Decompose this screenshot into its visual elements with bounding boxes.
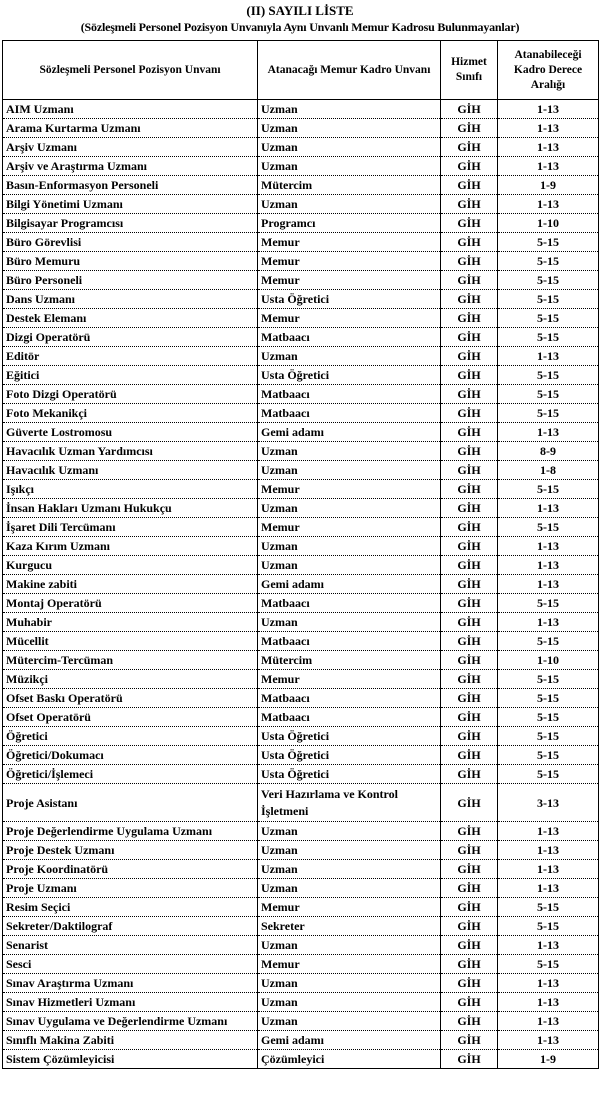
position-title-cell: Bilgisayar Programcısı [3, 214, 258, 233]
table-row [3, 765, 599, 784]
degree-range-cell: 5-15 [498, 480, 599, 499]
table-body [3, 100, 599, 1069]
staff-title-cell: Matbaacı [258, 594, 441, 613]
table-row [3, 1012, 599, 1031]
staff-title-cell: Matbaacı [258, 328, 441, 347]
degree-range-cell: 5-15 [498, 632, 599, 651]
table-row [3, 1031, 599, 1050]
service-class-cell: GİH [441, 537, 498, 556]
degree-range-cell: 1-13 [498, 347, 599, 366]
position-title-cell: Proje Koordinatörü [3, 860, 258, 879]
staff-title-cell: Gemi adamı [258, 1031, 441, 1050]
staff-title-cell: Memur [258, 670, 441, 689]
staff-title-cell: Memur [258, 233, 441, 252]
service-class-cell: GİH [441, 670, 498, 689]
degree-range-cell: 5-15 [498, 366, 599, 385]
table-row [3, 993, 599, 1012]
position-title-cell: Kaza Kırım Uzmanı [3, 537, 258, 556]
staff-title-cell: Uzman [258, 879, 441, 898]
service-class-cell: GİH [441, 727, 498, 746]
staff-title-cell: Uzman [258, 537, 441, 556]
degree-range-cell: 1-13 [498, 936, 599, 955]
degree-range-cell: 5-15 [498, 290, 599, 309]
degree-range-cell: 5-15 [498, 328, 599, 347]
table-row [3, 708, 599, 727]
staff-title-cell: Uzman [258, 195, 441, 214]
staff-title-cell: Uzman [258, 461, 441, 480]
position-title-cell: Destek Elemanı [3, 309, 258, 328]
degree-range-cell: 1-13 [498, 822, 599, 841]
staff-title-cell: Memur [258, 271, 441, 290]
staff-title-cell: Uzman [258, 157, 441, 176]
header-row [3, 41, 599, 100]
service-class-cell: GİH [441, 233, 498, 252]
service-class-cell: GİH [441, 955, 498, 974]
staff-title-cell: Mütercim [258, 651, 441, 670]
service-class-cell: GİH [441, 385, 498, 404]
service-class-cell: GİH [441, 860, 498, 879]
degree-range-cell: 3-13 [498, 784, 599, 822]
table-row [3, 214, 599, 233]
degree-range-cell: 1-9 [498, 176, 599, 195]
service-class-cell: GİH [441, 689, 498, 708]
staff-title-cell: Uzman [258, 860, 441, 879]
service-class-cell: GİH [441, 556, 498, 575]
position-title-cell: Arama Kurtarma Uzmanı [3, 119, 258, 138]
service-class-cell: GİH [441, 195, 498, 214]
header-degree-range: Atanabileceği Kadro Derece Aralığı [498, 41, 599, 100]
position-title-cell: Eğitici [3, 366, 258, 385]
degree-range-cell: 1-13 [498, 195, 599, 214]
service-class-cell: GİH [441, 309, 498, 328]
position-title-cell: Sınav Uygulama ve Değerlendirme Uzmanı [3, 1012, 258, 1031]
position-title-cell: Sınav Araştırma Uzmanı [3, 974, 258, 993]
staff-title-cell: Memur [258, 309, 441, 328]
staff-title-cell: Usta Öğretici [258, 727, 441, 746]
table-row [3, 309, 599, 328]
table-row [3, 594, 599, 613]
list-title: (II) SAYILI LİSTE [246, 3, 354, 18]
position-title-cell: Sekreter/Daktilograf [3, 917, 258, 936]
table-row [3, 746, 599, 765]
table-row [3, 366, 599, 385]
position-title-cell: Sesci [3, 955, 258, 974]
degree-range-cell: 5-15 [498, 233, 599, 252]
table-row [3, 898, 599, 917]
service-class-cell: GİH [441, 214, 498, 233]
degree-range-cell: 5-15 [498, 917, 599, 936]
header-service-class: Hizmet Sınıfı [441, 41, 498, 100]
table-row [3, 252, 599, 271]
position-title-cell: Proje Değerlendirme Uygulama Uzmanı [3, 822, 258, 841]
service-class-cell: GİH [441, 138, 498, 157]
service-class-cell: GİH [441, 765, 498, 784]
staff-title-cell: Matbaacı [258, 708, 441, 727]
degree-range-cell: 1-13 [498, 1012, 599, 1031]
position-title-cell: Öğretici/İşlemeci [3, 765, 258, 784]
degree-range-cell: 1-13 [498, 157, 599, 176]
degree-range-cell: 5-15 [498, 670, 599, 689]
position-title-cell: Arşiv ve Araştırma Uzmanı [3, 157, 258, 176]
degree-range-cell: 1-13 [498, 613, 599, 632]
table-row [3, 917, 599, 936]
position-title-cell: Öğretici [3, 727, 258, 746]
degree-range-cell: 5-15 [498, 708, 599, 727]
table-row [3, 404, 599, 423]
degree-range-cell: 1-13 [498, 423, 599, 442]
degree-range-cell: 5-15 [498, 898, 599, 917]
service-class-cell: GİH [441, 442, 498, 461]
header-staff-title: Atanacağı Memur Kadro Unvanı [258, 41, 441, 100]
degree-range-cell: 1-13 [498, 860, 599, 879]
position-title-cell: Dizgi Operatörü [3, 328, 258, 347]
position-title-cell: Muhabir [3, 613, 258, 632]
position-title-cell: AIM Uzmanı [3, 100, 258, 119]
position-title-cell: Montaj Operatörü [3, 594, 258, 613]
position-title-cell: Bilgi Yönetimi Uzmanı [3, 195, 258, 214]
position-title-cell: Sınıflı Makina Zabiti [3, 1031, 258, 1050]
position-title-cell: Sınav Hizmetleri Uzmanı [3, 993, 258, 1012]
staff-title-cell: Gemi adamı [258, 575, 441, 594]
degree-range-cell: 1-13 [498, 499, 599, 518]
table-row [3, 480, 599, 499]
degree-range-cell: 1-13 [498, 879, 599, 898]
position-title-cell: Basın-Enformasyon Personeli [3, 176, 258, 195]
position-title-cell: Sistem Çözümleyicisi [3, 1050, 258, 1069]
service-class-cell: GİH [441, 404, 498, 423]
service-class-cell: GİH [441, 423, 498, 442]
service-class-cell: GİH [441, 936, 498, 955]
position-title-cell: İnsan Hakları Uzmanı Hukukçu [3, 499, 258, 518]
table-row [3, 632, 599, 651]
degree-range-cell: 5-15 [498, 955, 599, 974]
staff-title-cell: Uzman [258, 993, 441, 1012]
staff-title-cell: Memur [258, 480, 441, 499]
service-class-cell: GİH [441, 993, 498, 1012]
degree-range-cell: 1-13 [498, 1031, 599, 1050]
degree-range-cell: 5-15 [498, 594, 599, 613]
staff-title-cell: Matbaacı [258, 632, 441, 651]
staff-title-cell: Uzman [258, 974, 441, 993]
staff-title-cell: Uzman [258, 822, 441, 841]
table-row [3, 651, 599, 670]
position-title-cell: Öğretici/Dokumacı [3, 746, 258, 765]
service-class-cell: GİH [441, 100, 498, 119]
position-title-cell: Senarist [3, 936, 258, 955]
degree-range-cell: 1-13 [498, 138, 599, 157]
service-class-cell: GİH [441, 328, 498, 347]
degree-range-cell: 1-10 [498, 651, 599, 670]
service-class-cell: GİH [441, 176, 498, 195]
service-class-cell: GİH [441, 632, 498, 651]
table-row [3, 499, 599, 518]
staff-title-cell: Memur [258, 955, 441, 974]
service-class-cell: GİH [441, 784, 498, 822]
table-row [3, 689, 599, 708]
header-position-title: Sözleşmeli Personel Pozisyon Unvanı [3, 41, 258, 100]
table-row [3, 290, 599, 309]
position-title-cell: Mütercim-Tercüman [3, 651, 258, 670]
table-row [3, 442, 599, 461]
service-class-cell: GİH [441, 917, 498, 936]
service-class-cell: GİH [441, 879, 498, 898]
position-title-cell: Müzikçi [3, 670, 258, 689]
position-table [2, 40, 599, 1069]
service-class-cell: GİH [441, 499, 498, 518]
table-header [3, 41, 599, 100]
service-class-cell: GİH [441, 461, 498, 480]
staff-title-cell: Çözümleyici [258, 1050, 441, 1069]
degree-range-cell: 5-15 [498, 271, 599, 290]
table-row [3, 860, 599, 879]
staff-title-cell: Programcı [258, 214, 441, 233]
table-row [3, 423, 599, 442]
degree-range-cell: 1-13 [498, 119, 599, 138]
staff-title-cell: Uzman [258, 347, 441, 366]
service-class-cell: GİH [441, 480, 498, 499]
staff-title-cell: Uzman [258, 1012, 441, 1031]
table-row [3, 670, 599, 689]
staff-title-cell: Uzman [258, 841, 441, 860]
position-title-cell: Büro Memuru [3, 252, 258, 271]
table-row [3, 347, 599, 366]
table-row [3, 328, 599, 347]
table-row [3, 1050, 599, 1069]
staff-title-cell: Uzman [258, 119, 441, 138]
service-class-cell: GİH [441, 594, 498, 613]
table-row [3, 879, 599, 898]
staff-title-cell: Veri Hazırlama ve Kontrol İşletmeni [258, 784, 441, 822]
degree-range-cell: 1-9 [498, 1050, 599, 1069]
service-class-cell: GİH [441, 1012, 498, 1031]
position-title-cell: İşaret Dili Tercümanı [3, 518, 258, 537]
service-class-cell: GİH [441, 157, 498, 176]
service-class-cell: GİH [441, 708, 498, 727]
position-title-cell: Işıkçı [3, 480, 258, 499]
staff-title-cell: Uzman [258, 499, 441, 518]
service-class-cell: GİH [441, 898, 498, 917]
table-row [3, 385, 599, 404]
table-row [3, 461, 599, 480]
degree-range-cell: 1-13 [498, 537, 599, 556]
position-title-cell: Güverte Lostromosu [3, 423, 258, 442]
position-title-cell: Foto Mekanikçi [3, 404, 258, 423]
table-row [3, 613, 599, 632]
table-row [3, 974, 599, 993]
staff-title-cell: Uzman [258, 613, 441, 632]
position-title-cell: Ofset Operatörü [3, 708, 258, 727]
position-title-cell: Arşiv Uzmanı [3, 138, 258, 157]
table-row [3, 936, 599, 955]
position-title-cell: Büro Görevlisi [3, 233, 258, 252]
degree-range-cell: 1-13 [498, 100, 599, 119]
staff-title-cell: Usta Öğretici [258, 746, 441, 765]
degree-range-cell: 5-15 [498, 689, 599, 708]
staff-title-cell: Memur [258, 518, 441, 537]
table-row [3, 556, 599, 575]
staff-title-cell: Usta Öğretici [258, 366, 441, 385]
table-row [3, 233, 599, 252]
staff-title-cell: Uzman [258, 100, 441, 119]
service-class-cell: GİH [441, 575, 498, 594]
degree-range-cell: 5-15 [498, 765, 599, 784]
staff-title-cell: Uzman [258, 936, 441, 955]
service-class-cell: GİH [441, 347, 498, 366]
service-class-cell: GİH [441, 1050, 498, 1069]
table-row [3, 955, 599, 974]
position-title-cell: Makine zabiti [3, 575, 258, 594]
degree-range-cell: 1-13 [498, 575, 599, 594]
service-class-cell: GİH [441, 651, 498, 670]
staff-title-cell: Matbaacı [258, 385, 441, 404]
table-row [3, 537, 599, 556]
table-row [3, 727, 599, 746]
staff-title-cell: Matbaacı [258, 689, 441, 708]
degree-range-cell: 1-13 [498, 974, 599, 993]
staff-title-cell: Mütercim [258, 176, 441, 195]
degree-range-cell: 1-10 [498, 214, 599, 233]
degree-range-cell: 5-15 [498, 404, 599, 423]
position-title-cell: Mücellit [3, 632, 258, 651]
position-title-cell: Proje Destek Uzmanı [3, 841, 258, 860]
table-row [3, 138, 599, 157]
service-class-cell: GİH [441, 290, 498, 309]
table-row [3, 271, 599, 290]
position-title-cell: Büro Personeli [3, 271, 258, 290]
service-class-cell: GİH [441, 271, 498, 290]
list-subtitle: (Sözleşmeli Personel Pozisyon Unvanıyla Aynı Unvanlı Memur Kadrosu Bulunmayanlar) [80, 20, 520, 34]
degree-range-cell: 1-8 [498, 461, 599, 480]
degree-range-cell: 5-15 [498, 252, 599, 271]
staff-title-cell: Uzman [258, 442, 441, 461]
service-class-cell: GİH [441, 746, 498, 765]
position-title-cell: Dans Uzmanı [3, 290, 258, 309]
table-row [3, 119, 599, 138]
table-row [3, 518, 599, 537]
degree-range-cell: 5-15 [498, 746, 599, 765]
staff-title-cell: Memur [258, 252, 441, 271]
table-row [3, 575, 599, 594]
degree-range-cell: 1-13 [498, 993, 599, 1012]
degree-range-cell: 5-15 [498, 727, 599, 746]
position-title-cell: Proje Uzmanı [3, 879, 258, 898]
staff-title-cell: Usta Öğretici [258, 290, 441, 309]
service-class-cell: GİH [441, 119, 498, 138]
service-class-cell: GİH [441, 1031, 498, 1050]
degree-range-cell: 8-9 [498, 442, 599, 461]
table-row [3, 822, 599, 841]
staff-title-cell: Memur [258, 898, 441, 917]
service-class-cell: GİH [441, 518, 498, 537]
service-class-cell: GİH [441, 613, 498, 632]
staff-title-cell: Sekreter [258, 917, 441, 936]
degree-range-cell: 5-15 [498, 518, 599, 537]
staff-title-cell: Uzman [258, 138, 441, 157]
staff-title-cell: Gemi adamı [258, 423, 441, 442]
table-row [3, 841, 599, 860]
position-title-cell: Ofset Baskı Operatörü [3, 689, 258, 708]
staff-title-cell: Uzman [258, 556, 441, 575]
position-title-cell: Proje Asistanı [3, 784, 258, 822]
service-class-cell: GİH [441, 822, 498, 841]
service-class-cell: GİH [441, 252, 498, 271]
position-title-cell: Resim Seçici [3, 898, 258, 917]
table-row [3, 784, 599, 822]
table-row [3, 100, 599, 119]
position-title-cell: Foto Dizgi Operatörü [3, 385, 258, 404]
service-class-cell: GİH [441, 366, 498, 385]
table-row [3, 176, 599, 195]
service-class-cell: GİH [441, 974, 498, 993]
table-row [3, 157, 599, 176]
staff-title-cell: Usta Öğretici [258, 765, 441, 784]
position-title-cell: Havacılık Uzmanı [3, 461, 258, 480]
degree-range-cell: 1-13 [498, 556, 599, 575]
degree-range-cell: 5-15 [498, 385, 599, 404]
position-title-cell: Havacılık Uzman Yardımcısı [3, 442, 258, 461]
service-class-cell: GİH [441, 841, 498, 860]
table-row [3, 195, 599, 214]
staff-title-cell: Matbaacı [258, 404, 441, 423]
position-title-cell: Kurgucu [3, 556, 258, 575]
position-title-cell: Editör [3, 347, 258, 366]
degree-range-cell: 5-15 [498, 309, 599, 328]
degree-range-cell: 1-13 [498, 841, 599, 860]
